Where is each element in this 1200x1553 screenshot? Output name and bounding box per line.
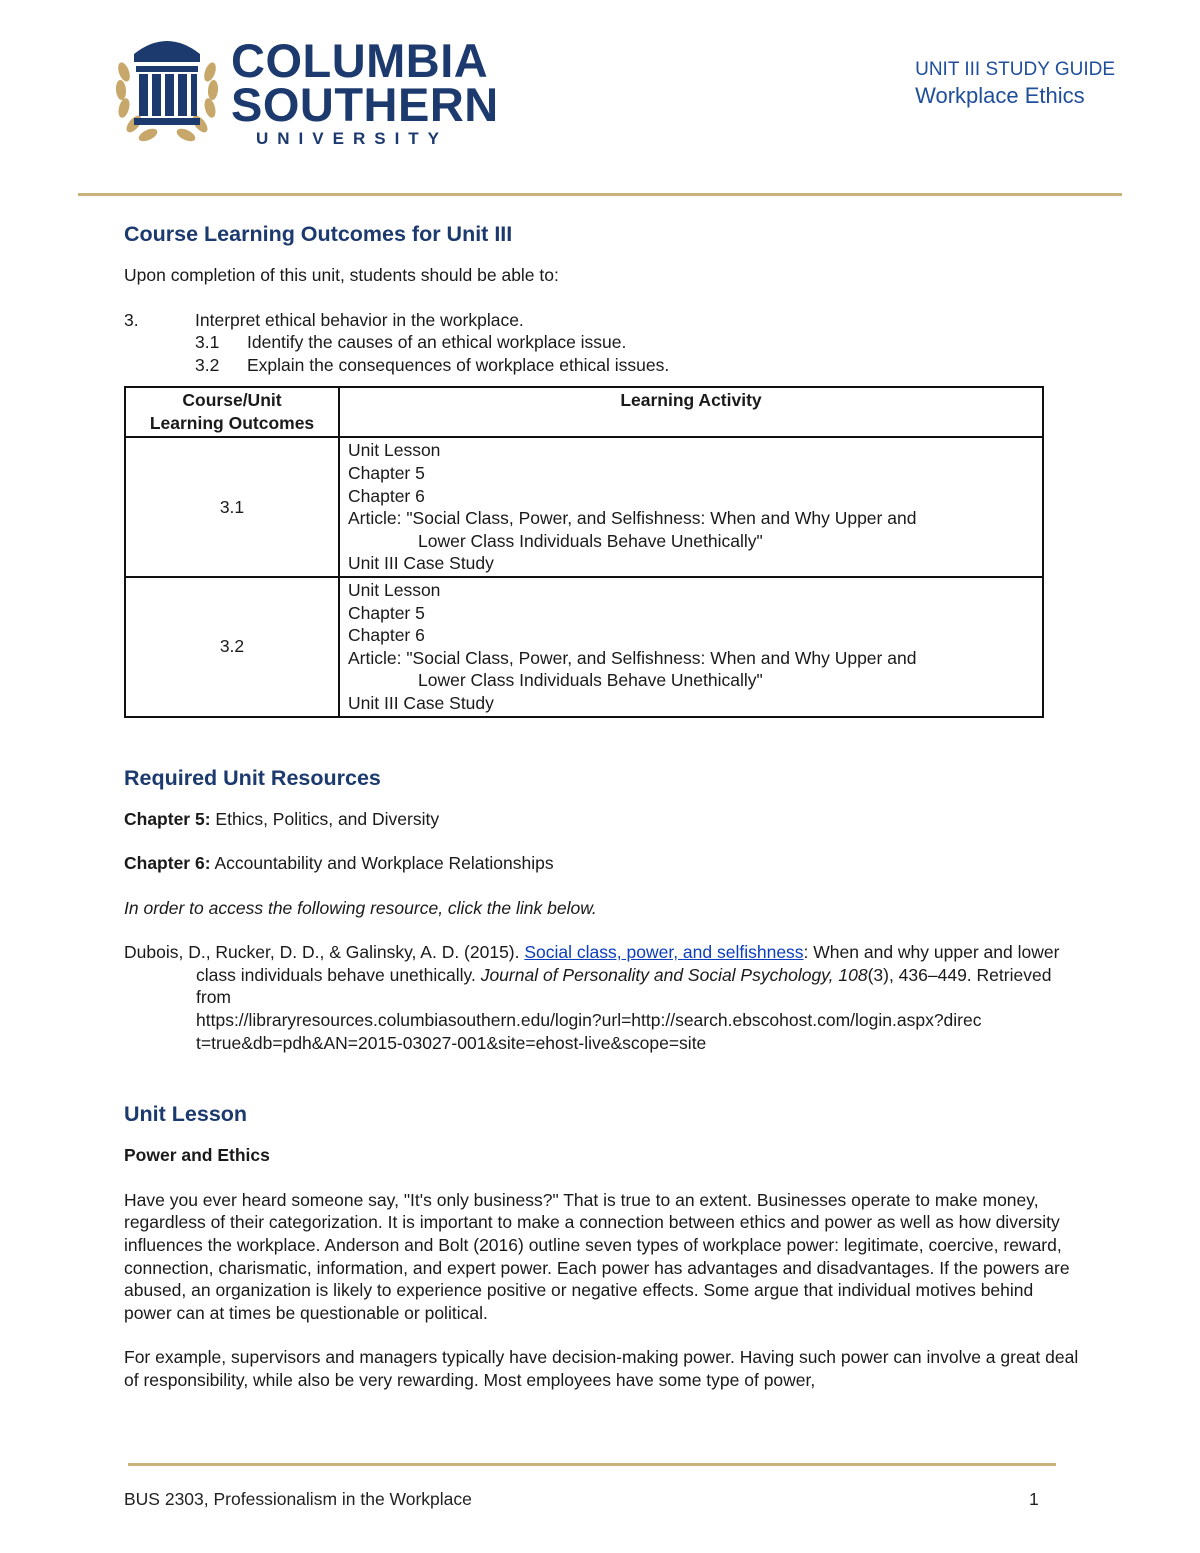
resource-title: Ethics, Politics, and Diversity	[210, 808, 440, 829]
col-header-activity: Learning Activity	[339, 387, 1043, 437]
activity-item: Chapter 6	[348, 485, 425, 506]
ref-journal: Journal of Personality and Social Psychology, 108	[480, 964, 868, 985]
activity-item-continued: Lower Class Individuals Behave Unethically"	[418, 530, 763, 551]
outcomes-list	[124, 309, 1084, 377]
outcomes-intro: Upon completion of this unit, students should be able to:	[124, 265, 559, 285]
resources-heading: Required Unit Resources	[124, 765, 381, 790]
activity-item: Article: "Social Class, Power, and Selfishness: When and Why Upper and	[348, 647, 917, 668]
table-header-row	[125, 387, 1043, 437]
outcome-sub-item	[124, 331, 1084, 354]
activity-item: Chapter 6	[348, 625, 425, 646]
lesson-paragraph: For example, supervisors and managers typically have decision-making power. Having such power can involve a great deal of responsibility, while also be very rewarding. Most employees have some type of power,	[124, 1347, 1079, 1390]
outcome-sub-item	[124, 354, 1084, 377]
activity-item: Unit III Case Study	[348, 553, 494, 574]
outcome-sub-number: 3.2	[195, 354, 220, 375]
study-guide-title	[915, 59, 1115, 111]
col-header-outcomes	[125, 387, 339, 437]
ref-url-continued: t=true&db=pdh&AN=2015-03027-001&site=ehost-live&scope=site	[196, 1032, 707, 1053]
article-link[interactable]: Social class, power, and selfishness	[524, 942, 804, 963]
header-divider	[78, 193, 1122, 196]
unit-label: UNIT III STUDY GUIDE	[915, 59, 1115, 80]
main-content	[124, 218, 1084, 1392]
outcome-cell: 3.2	[125, 577, 339, 717]
activity-item: Chapter 5	[348, 462, 425, 483]
logo-word-university: UNIVERSITY	[256, 129, 449, 148]
resource-chapter-6	[124, 852, 1084, 875]
activity-item: Unit III Case Study	[348, 692, 494, 713]
lesson-paragraph: Have you ever heard someone say, "It's only business?" That is true to an extent. Businesses operate to make money, regardless of their categorization. It is important to make a connection between ethics and power as well as how diversity influences the workplace. Anderson and Bolt (2016) outline seven types of workplace power: legitimate, coercive, reward, connection, charismatic, information, and expert power. Each power has advantages and disadvantages. If the powers are abused, an organization is likely to experience positive or negative effects. Some argue that individual motives behind power can at times be questionable or political.	[124, 1189, 1070, 1323]
outcome-sub-text: Identify the causes of an ethical workplace issue.	[247, 332, 627, 353]
activity-cell	[339, 577, 1043, 717]
ref-issue: (3), 436–449. Retrieved from	[196, 964, 1052, 1008]
resource-label: Chapter 5:	[124, 808, 211, 829]
article-reference	[124, 941, 1084, 1054]
resource-chapter-5	[124, 808, 1084, 831]
col-header-line: Course/Unit	[182, 390, 282, 411]
activity-item-continued: Lower Class Individuals Behave Unethically"	[418, 670, 763, 691]
logo-word-columbia: COLUMBIA	[231, 34, 489, 87]
outcomes-heading: Course Learning Outcomes for Unit III	[124, 222, 513, 246]
activity-item: Unit Lesson	[348, 440, 441, 461]
outcome-cell: 3.1	[125, 437, 339, 577]
university-logo	[112, 30, 499, 155]
outcome-text: Interpret ethical behavior in the workplace.	[195, 309, 524, 330]
activity-item: Unit Lesson	[348, 579, 441, 600]
guide-subject: Workplace Ethics	[915, 83, 1085, 108]
page-number: 1	[1029, 1489, 1039, 1509]
activity-item: Article: "Social Class, Power, and Selfishness: When and Why Upper and	[348, 508, 917, 529]
resource-label: Chapter 6:	[124, 853, 211, 874]
resource-title: Accountability and Workplace Relationships	[210, 853, 554, 874]
ref-url: https://libraryresources.columbiasouthern.edu/login?url=http://search.ebscohost.com/login.aspx?direc	[196, 1010, 982, 1031]
access-note: In order to access the following resource, click the link below.	[124, 897, 597, 918]
activity-item: Chapter 5	[348, 602, 425, 623]
table-row	[125, 577, 1043, 717]
footer-course: BUS 2303, Professionalism in the Workplace	[124, 1489, 472, 1509]
outcome-main-item	[124, 309, 1084, 332]
ref-authors: Dubois, D., Rucker, D. D., & Galinsky, A. D. (2015).	[124, 942, 525, 963]
outcome-number: 3.	[124, 309, 139, 330]
outcome-sub-text: Explain the consequences of workplace ethical issues.	[247, 354, 670, 375]
outcome-sub-number: 3.1	[195, 332, 220, 353]
activity-cell	[339, 437, 1043, 577]
laurel-building-icon	[112, 32, 222, 152]
footer-divider	[128, 1463, 1056, 1466]
table-row	[125, 437, 1043, 577]
lesson-subheading: Power and Ethics	[124, 1145, 270, 1166]
ref-title: : When and why upper and lower class individuals behave unethically.	[196, 942, 1060, 985]
learning-activity-table	[124, 386, 1044, 717]
logo-word-southern: SOUTHERN	[231, 78, 499, 131]
col-header-line: Learning Outcomes	[149, 412, 315, 433]
lesson-heading: Unit Lesson	[124, 1102, 248, 1127]
